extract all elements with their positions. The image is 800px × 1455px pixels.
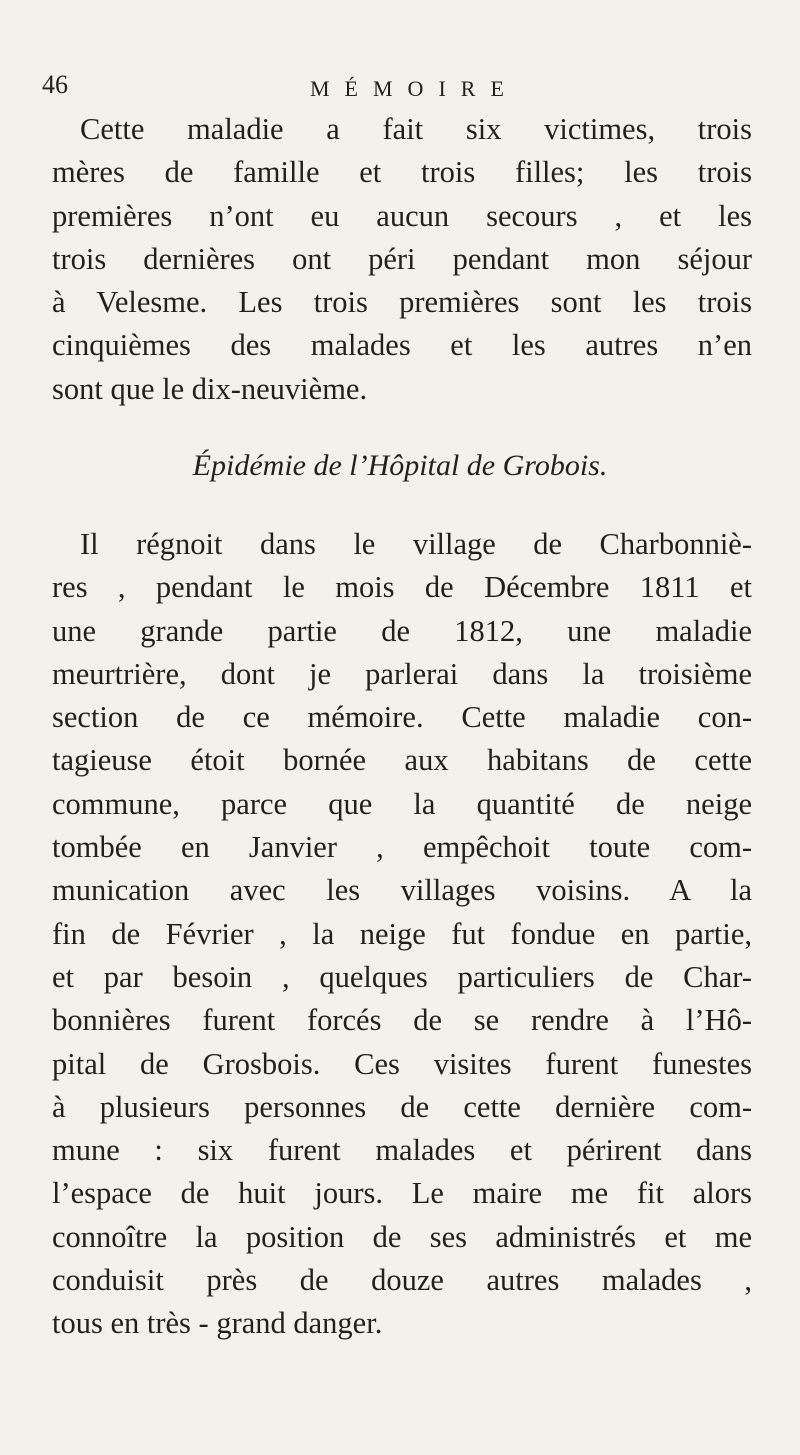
- text-line: mune : six furent malades et périrent dans: [52, 1133, 752, 1168]
- text-line: à Velesme. Les trois premières sont les trois: [52, 285, 752, 320]
- text-line: tagieuse étoit bornée aux habitans de cette: [52, 743, 752, 778]
- text-line: munication avec les villages voisins. A la: [52, 873, 752, 908]
- text-line: conduisit près de douze autres malades ,: [52, 1263, 752, 1298]
- text-line: mères de famille et trois filles; les trois: [52, 155, 752, 190]
- section-heading: Épidémie de l’Hôpital de Grobois.: [192, 449, 608, 482]
- text-line: premières n’ont eu aucun secours , et les: [52, 198, 752, 233]
- text-line: à plusieurs personnes de cette dernière com-: [52, 1089, 752, 1124]
- text-line: section de ce mémoire. Cette maladie con-: [52, 700, 752, 735]
- text-line: tombée en Janvier , empêchoit toute com-: [52, 830, 752, 865]
- text-line: cinquièmes des malades et les autres n’en: [52, 328, 752, 363]
- page-number: 46: [42, 70, 68, 99]
- paragraph-grosbois: [52, 523, 752, 1346]
- text-line: meurtrière, dont je parlerai dans la troisième: [52, 656, 752, 691]
- text-line: Cette maladie a fait six victimes, trois: [80, 112, 752, 146]
- text-line: Il régnoit dans le village de Charbonniè-: [80, 527, 752, 561]
- paragraph-velesme: [52, 108, 752, 411]
- text-line: connoître la position de ses administrés et me: [52, 1219, 752, 1254]
- text-line: fin de Février , la neige fut fondue en partie,: [52, 916, 752, 951]
- text-line: l’espace de huit jours. Le maire me fit alors: [52, 1176, 752, 1211]
- text-line: une grande partie de 1812, une maladie: [52, 613, 752, 648]
- text-line: et par besoin , quelques particuliers de Char-: [52, 959, 752, 994]
- text-line: commune, parce que la quantité de neige: [52, 786, 752, 821]
- text-line: pital de Grosbois. Ces visites furent funestes: [52, 1046, 752, 1081]
- text-line: sont que le dix-neuvième.: [52, 371, 368, 406]
- running-head: MÉMOIRE: [310, 76, 519, 101]
- text-line: bonnières furent forcés de se rendre à l’Hô-: [52, 1003, 752, 1038]
- text-line: trois dernières ont péri pendant mon séjour: [52, 241, 752, 276]
- text-line: res , pendant le mois de Décembre 1811 et: [52, 570, 752, 605]
- text-line: tous en très - grand danger.: [52, 1306, 383, 1341]
